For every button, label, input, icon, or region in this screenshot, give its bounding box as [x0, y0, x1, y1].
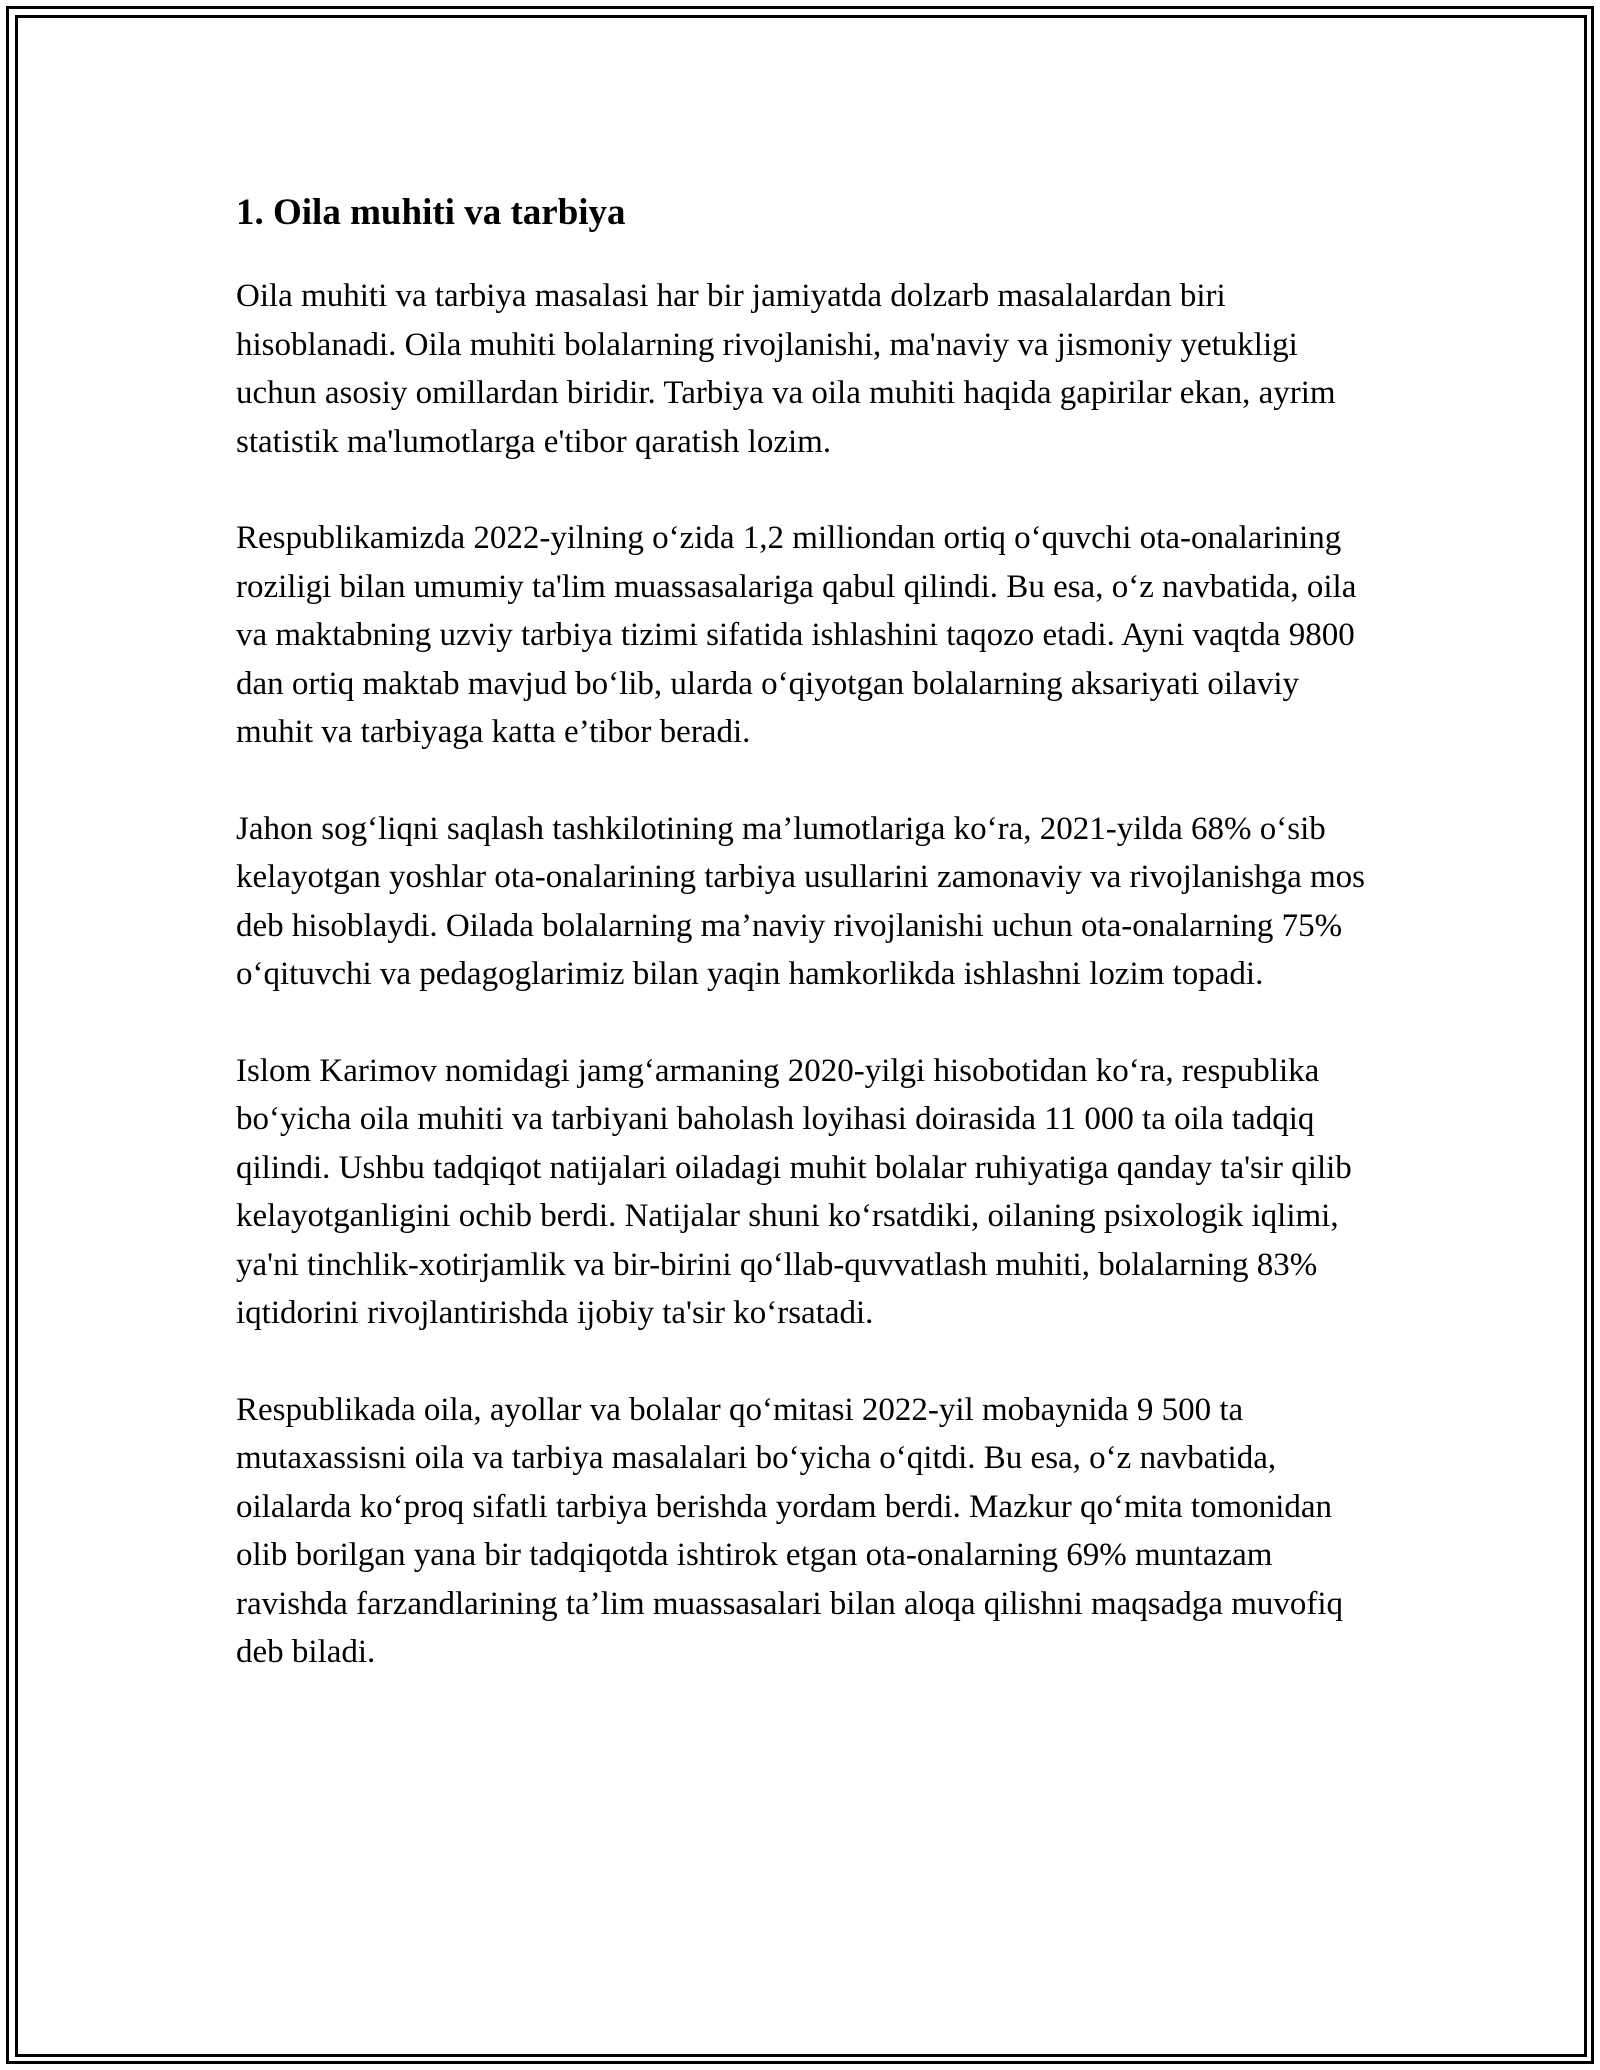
paragraph-4: Islom Karimov nomidagi jamg‘armaning 2020-yilgi hisobotidan ko‘ra, respublika bo‘yicha oila muhiti va tarbiyani baholash loyihasi doirasida 11 000 ta oila tadqiq qilindi. Ushbu tadqiqot natijalari oiladagi muhit bolalar ruhiyatiga qanday ta'sir qilib kelayotganligini ochib berdi. Natijalar shuni ko‘rsatdiki, oilaning psixologik iqlimi, ya'ni tinchlik-xotirjamlik va bir-birini qo‘llab-quvvatlash muhiti, bolalarning 83% iqtidorini rivojlantirishda ijobiy ta'sir ko‘rsatadi. — [236, 1052, 1352, 1331]
paragraph-5: Respublikada oila, ayollar va bolalar qo‘mitasi 2022-yil mobaynida 9 500 ta mutaxassisni oila va tarbiya masalalari bo‘yicha o‘qitdi. Bu esa, o‘z navbatida, oilalarda ko‘proq sifatli tarbiya berishda yordam berdi. Mazkur qo‘mita tomonidan olib borilgan yana bir tadqiqotda ishtirok etgan ota-onalarning 69% muntazam ravishda farzandlarining ta’lim muassasalari bilan aloqa qilishni maqsadga muvofiq deb biladi. — [236, 1391, 1344, 1670]
document-body — [236, 186, 1366, 1725]
paragraph-1: Oila muhiti va tarbiya masalasi har bir jamiyatda dolzarb masalalardan biri hisoblanadi. Oila muhiti bolalarning rivojlanishi, ma'naviy va jismoniy yetukligi uchun asosiy omillardan biridir. Tarbiya va oila muhiti haqida gapirilar ekan, ayrim statistik ma'lumotlarga e'tibor qaratish lozim. — [236, 278, 1336, 460]
paragraph-3: Jahon sog‘liqni saqlash tashkilotining ma’lumotlariga ko‘ra, 2021-yilda 68% o‘sib kelayotgan yoshlar ota-onalarining tarbiya usullarini zamonaviy va rivojlanishga mos deb hisoblaydi. Oilada bolalarning ma’naviy rivojlanishi uchun ota-onalarning 75% o‘qituvchi va pedagoglarimiz bilan yaqin hamkorlikda ishlashni lozim topadi. — [236, 810, 1366, 992]
paragraph-2: Respublikamizda 2022-yilning o‘zida 1,2 milliondan ortiq o‘quvchi ota-onalarining roziligi bilan umumiy ta'lim muassasalariga qabul qilindi. Bu esa, o‘z navbatida, oila va maktabning uzviy tarbiya tizimi sifatida ishlashini taqozo etadi. Ayni vaqtda 9800 dan ortiq maktab mavjud bo‘lib, ularda o‘qiyotgan bolalarning aksariyati oilaviy muhit va tarbiyaga katta e’tibor beradi. — [236, 520, 1357, 750]
section-heading: 1. Oila muhiti va tarbiya — [236, 192, 626, 233]
